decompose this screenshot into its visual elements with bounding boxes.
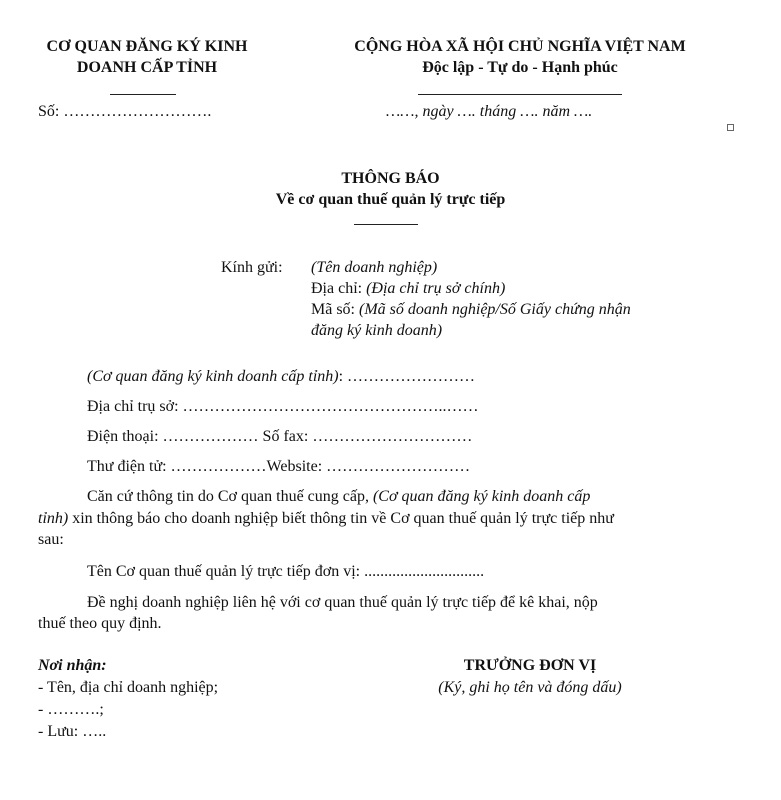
motto: Độc lập - Tự do - Hạnh phúc xyxy=(422,59,618,76)
agency-underline xyxy=(110,94,176,95)
recipient-address-value: (Địa chỉ trụ sở chính) xyxy=(366,280,506,297)
recipient-code-label: Mã số: xyxy=(311,301,359,318)
recipient-address-label: Địa chỉ: xyxy=(311,280,367,297)
recipients-item-3: - Lưu: ….. xyxy=(38,723,107,740)
paragraph1-line2 xyxy=(38,510,614,528)
paragraph1-text-line2: xin thông báo cho doanh nghiệp biết thông tin về Cơ quan thuế quản lý trực tiếp như xyxy=(68,510,614,527)
document-subtitle: Về cơ quan thuế quản lý trực tiếp xyxy=(275,191,506,208)
agency-info-name-text: (Cơ quan đăng ký kinh doanh cấp tỉnh) xyxy=(87,368,339,385)
signer-title: TRƯỞNG ĐƠN VỊ xyxy=(463,657,597,674)
paragraph1-italic: (Cơ quan đăng ký kinh doanh cấp xyxy=(372,488,591,505)
paragraph1-line3: sau: xyxy=(38,531,64,548)
agency-info-email: Thư điện tử: ………………Website: ……………………… xyxy=(87,458,471,475)
recipient-code xyxy=(311,301,631,319)
title-underline xyxy=(354,224,418,225)
recipient-code-value-line1: (Mã số doanh nghiệp/Số Giấy chứng nhận xyxy=(359,301,631,318)
paragraph1-italic-line2: tỉnh) xyxy=(38,510,69,527)
recipients-item-1: - Tên, địa chỉ doanh nghiệp; xyxy=(38,679,219,696)
agency-info-name xyxy=(87,368,475,386)
paragraph1-line1 xyxy=(87,488,590,506)
paragraph1-text: Căn cứ thông tin do Cơ quan thuế cung cấp, xyxy=(87,488,373,505)
agency-name-line2: DOANH CẤP TỈNH xyxy=(76,59,218,76)
recipient-label: Kính gửi: xyxy=(221,259,283,276)
recipient-address xyxy=(311,280,505,298)
country-name: CỘNG HÒA XÃ HỘI CHỦ NGHĨA VIỆT NAM xyxy=(354,38,686,55)
document-title: THÔNG BÁO xyxy=(341,170,440,187)
paragraph2-line1: Đề nghị doanh nghiệp liên hệ với cơ quan thuế quản lý trực tiếp để kê khai, nộp xyxy=(87,594,598,611)
recipients-title: Nơi nhận: xyxy=(38,657,107,674)
recipient-code-value-line2: đăng ký kinh doanh) xyxy=(311,322,443,339)
recipient-name: (Tên doanh nghiệp) xyxy=(311,259,438,276)
agency-info-name-dots: : …………………… xyxy=(338,368,476,385)
motto-underline xyxy=(418,94,622,95)
issue-date: ……, ngày …. tháng …. năm …. xyxy=(386,103,593,120)
marker-square-icon xyxy=(727,124,734,131)
paragraph2-line2: thuế theo quy định. xyxy=(38,615,162,632)
recipients-item-2: - ……….; xyxy=(38,701,104,718)
document-number: Số: ………………………. xyxy=(38,103,212,120)
agency-name-line1: CƠ QUAN ĐĂNG KÝ KINH xyxy=(46,38,248,55)
signer-note: (Ký, ghi họ tên và đóng dấu) xyxy=(438,679,622,696)
agency-info-address: Địa chỉ trụ sở: …………………………………………..…… xyxy=(87,398,479,415)
tax-office-name: Tên Cơ quan thuế quản lý trực tiếp đơn vị: .............................. xyxy=(87,563,485,580)
agency-info-phone: Điện thoại: ……………… Số fax: ………………………… xyxy=(87,428,473,445)
